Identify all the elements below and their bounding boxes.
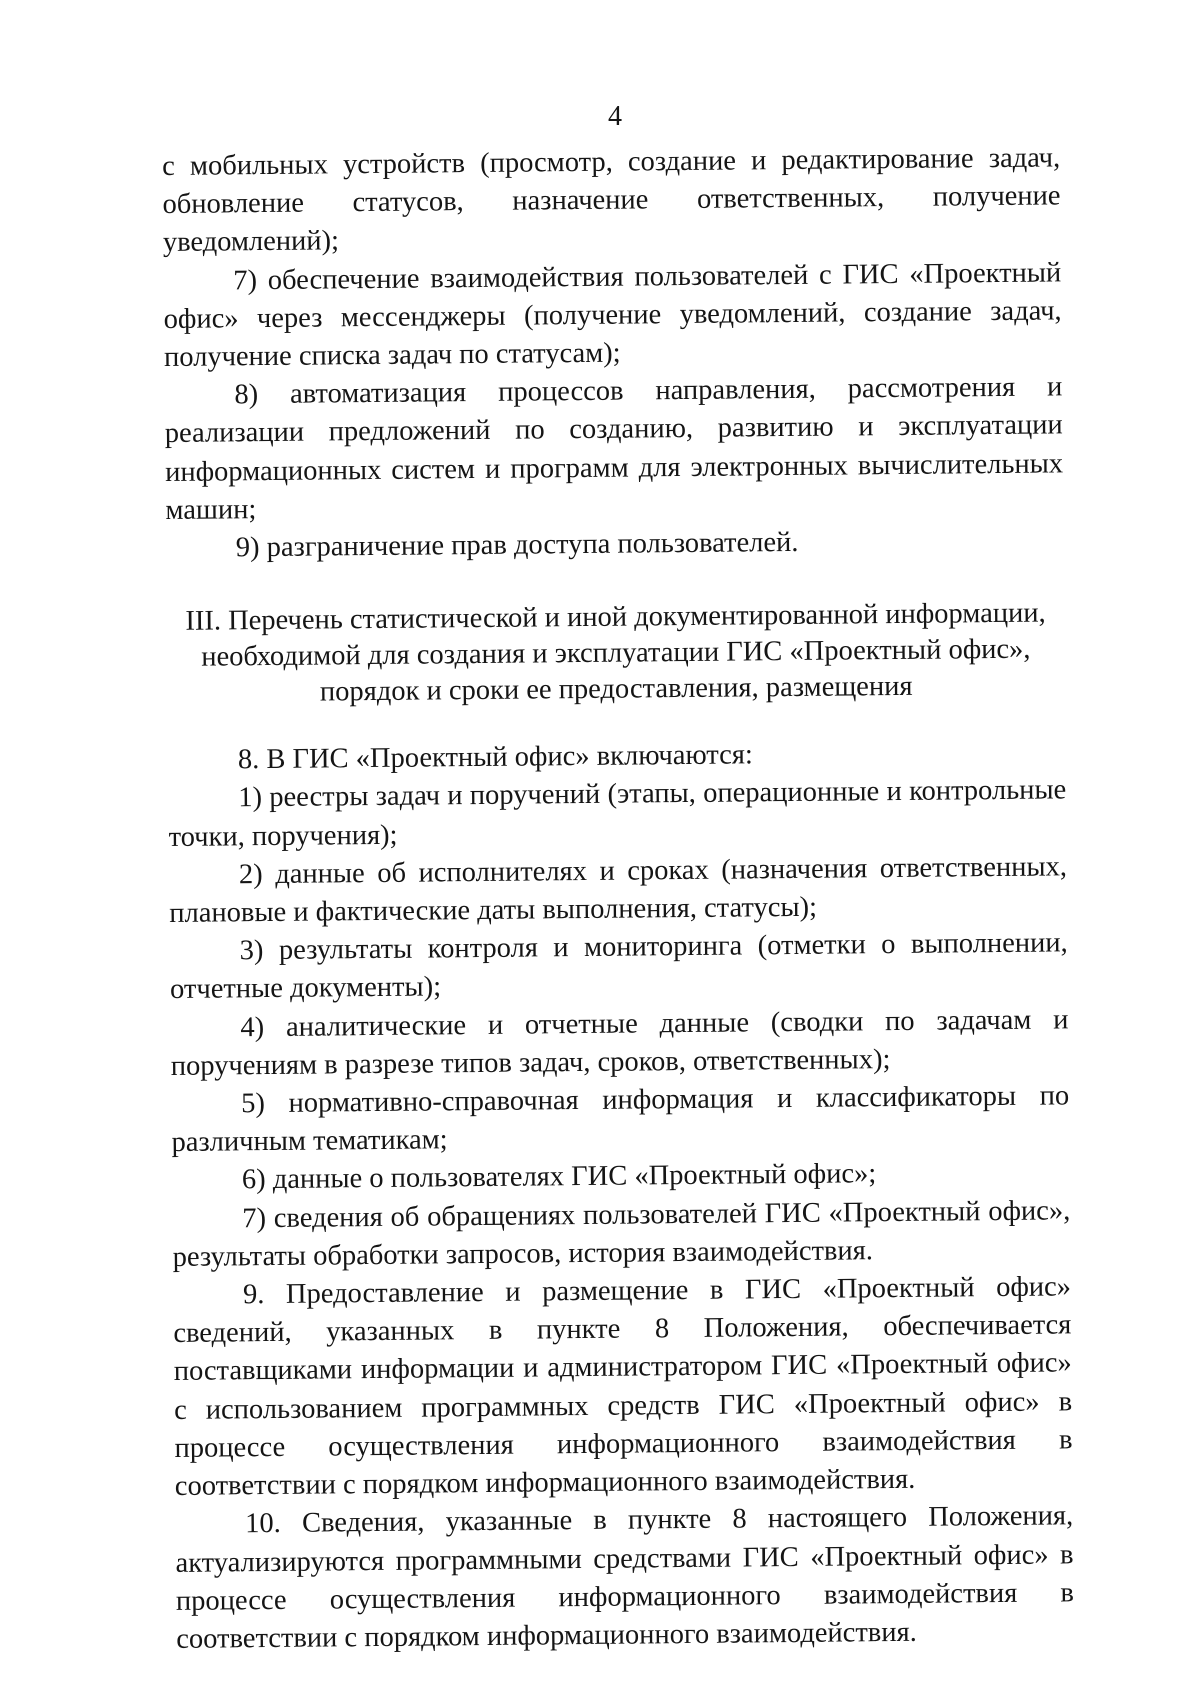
- clause-8-item-7: 7) сведения об обращениях пользователей ГИС «Проектный офис», результаты обработки запросов, история взаимодействия.: [172, 1195, 1071, 1273]
- clause-10: 10. Сведения, указанные в пункте 8 настоящего Положения, актуализируются программными средствами ГИС «Проектный офис» в процессе осуществления информационного взаимодействия в соответствии с порядком информационного взаимодействия.: [175, 1500, 1075, 1655]
- clause-8-item-2: 2) данные об исполнителях и сроках (назначения ответственных, плановые и фактические даты выполнения, статусы);: [169, 851, 1068, 930]
- clause-8-item-3: 3) результаты контроля и мониторинга (отметки о выполнении, отчетные документы);: [169, 927, 1068, 1006]
- clause-8-item-5: 5) нормативно-справочная информация и классификаторы по различным тематикам;: [171, 1080, 1070, 1159]
- section-heading: [166, 596, 1065, 713]
- list-item-9-access-rights: 9) разграничение прав доступа пользователей.: [235, 526, 799, 564]
- clause-8-intro: 8. В ГИС «Проектный офис» включаются:: [237, 739, 753, 776]
- clause-8-item-4: 4) аналитические и отчетные данные (сводки по задачам и поручениям в разрезе типов задач, сроков, ответственных);: [170, 1003, 1069, 1082]
- list-item-7-messengers: 7) обеспечение взаимодействия пользователей с ГИС «Проектный офис» через мессенджеры (получение уведомлений, создание задач, получение списка задач по статусам);: [163, 256, 1062, 374]
- clause-9: 9. Предоставление и размещение в ГИС «Проектный офис» сведений, указанных в пункте 8 Положения, обеспечивается поставщиками информации и администратором ГИС «Проектный офис» с использованием программных средств ГИС «Проектный офис» в процессе осуществления информационного взаимодействия в соответствии с порядком информационного взаимодействия.: [173, 1271, 1073, 1503]
- list-item-8-automation: 8) автоматизация процессов направления, рассмотрения и реализации предложений по созданию, развитию и эксплуатации информационных систем и программ для электронных вычислительных машин;: [164, 371, 1064, 526]
- section-heading-line-3: порядок и сроки ее предоставления, размещения: [319, 671, 913, 708]
- section-heading-line-2: необходимой для создания и эксплуатации ГИС «Проектный офис»,: [201, 633, 1031, 673]
- page-number: 4: [608, 101, 622, 132]
- clause-8-item-1: 1) реестры задач и поручений (этапы, операционные и контрольные точки, поручения);: [168, 774, 1067, 853]
- document-body: [162, 139, 1074, 1659]
- paragraph-continuation: с мобильных устройств (просмотр, создание и редактирование задач, обновление статусов, назначение ответственных, получение уведомлений);: [162, 142, 1061, 259]
- section-heading-line-1: III. Перечень статистической и иной документированной информации,: [185, 597, 1046, 638]
- clause-8-item-6: 6) данные о пользователях ГИС «Проектный офис»;: [241, 1158, 877, 1196]
